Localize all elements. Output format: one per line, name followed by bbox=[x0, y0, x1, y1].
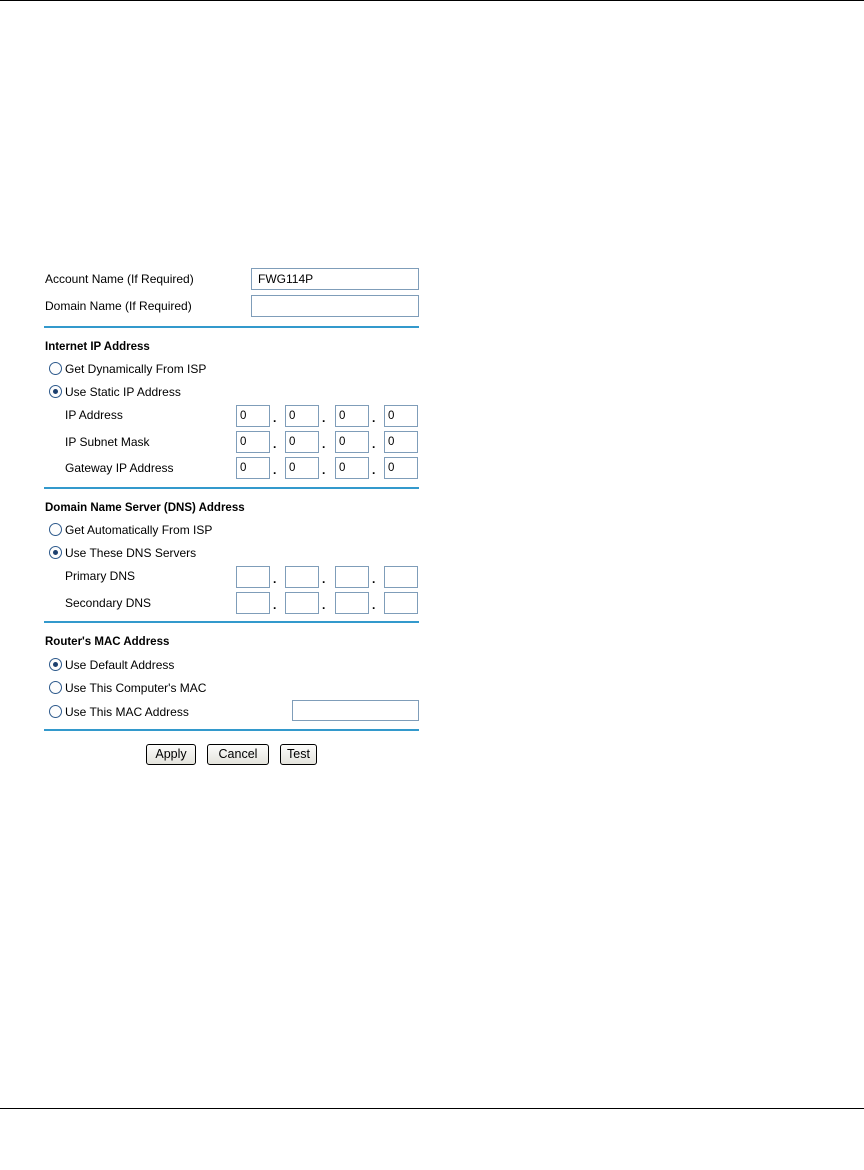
section-divider bbox=[44, 326, 419, 328]
primary-dns-label: Primary DNS bbox=[65, 569, 136, 583]
octet-separator: . bbox=[322, 572, 326, 586]
secondary-dns-octet-4[interactable] bbox=[384, 592, 418, 614]
section-divider bbox=[44, 729, 419, 731]
ip-address-octet-3[interactable] bbox=[335, 405, 369, 427]
radio-use-static-ip-label[interactable]: Use Static IP Address bbox=[65, 385, 181, 399]
custom-mac-input[interactable] bbox=[292, 700, 419, 721]
primary-dns-octet-2[interactable] bbox=[285, 566, 319, 588]
radio-use-custom-mac-label[interactable]: Use This MAC Address bbox=[65, 705, 189, 719]
subnet-mask-octet-4[interactable] bbox=[384, 431, 418, 453]
radio-get-dynamic-ip-label[interactable]: Get Dynamically From ISP bbox=[65, 362, 207, 376]
gateway-ip-octet-1[interactable] bbox=[236, 457, 270, 479]
octet-separator: . bbox=[273, 598, 277, 612]
octet-separator: . bbox=[322, 411, 326, 425]
primary-dns-octet-4[interactable] bbox=[384, 566, 418, 588]
cancel-button[interactable]: Cancel bbox=[207, 744, 269, 765]
octet-separator: . bbox=[273, 411, 277, 425]
primary-dns-octet-3[interactable] bbox=[335, 566, 369, 588]
subnet-mask-label: IP Subnet Mask bbox=[65, 435, 150, 449]
secondary-dns-octet-2[interactable] bbox=[285, 592, 319, 614]
radio-use-computer-mac-label[interactable]: Use This Computer's MAC bbox=[65, 681, 207, 695]
radio-get-auto-dns[interactable] bbox=[49, 523, 62, 536]
radio-use-default-mac[interactable] bbox=[49, 658, 62, 671]
radio-use-these-dns-label[interactable]: Use These DNS Servers bbox=[65, 546, 197, 560]
octet-separator: . bbox=[372, 411, 376, 425]
account-name-label: Account Name (If Required) bbox=[45, 272, 194, 286]
gateway-ip-octet-3[interactable] bbox=[335, 457, 369, 479]
radio-get-auto-dns-label[interactable]: Get Automatically From ISP bbox=[65, 523, 213, 537]
octet-separator: . bbox=[372, 463, 376, 477]
octet-separator: . bbox=[372, 437, 376, 451]
page-bottom-rule bbox=[0, 1108, 864, 1109]
octet-separator: . bbox=[322, 598, 326, 612]
test-button[interactable]: Test bbox=[280, 744, 317, 765]
octet-separator: . bbox=[372, 598, 376, 612]
octet-separator: . bbox=[273, 437, 277, 451]
radio-use-these-dns[interactable] bbox=[49, 546, 62, 559]
mac-section-title: Router's MAC Address bbox=[45, 636, 170, 648]
gateway-ip-octet-2[interactable] bbox=[285, 457, 319, 479]
ip-address-octet-1[interactable] bbox=[236, 405, 270, 427]
domain-name-input[interactable] bbox=[251, 295, 419, 317]
gateway-ip-octet-4[interactable] bbox=[384, 457, 418, 479]
octet-separator: . bbox=[322, 437, 326, 451]
gateway-ip-label: Gateway IP Address bbox=[65, 461, 174, 475]
radio-use-static-ip[interactable] bbox=[49, 385, 62, 398]
subnet-mask-octet-2[interactable] bbox=[285, 431, 319, 453]
octet-separator: . bbox=[372, 572, 376, 586]
octet-separator: . bbox=[273, 572, 277, 586]
ip-address-octet-4[interactable] bbox=[384, 405, 418, 427]
secondary-dns-octet-1[interactable] bbox=[236, 592, 270, 614]
octet-separator: . bbox=[322, 463, 326, 477]
apply-button[interactable]: Apply bbox=[146, 744, 196, 765]
subnet-mask-octet-3[interactable] bbox=[335, 431, 369, 453]
account-name-input[interactable] bbox=[251, 268, 419, 290]
section-divider bbox=[44, 487, 419, 489]
domain-name-label: Domain Name (If Required) bbox=[45, 299, 192, 313]
octet-separator: . bbox=[273, 463, 277, 477]
primary-dns-octet-1[interactable] bbox=[236, 566, 270, 588]
subnet-mask-octet-1[interactable] bbox=[236, 431, 270, 453]
dns-section-title: Domain Name Server (DNS) Address bbox=[45, 502, 245, 514]
secondary-dns-label: Secondary DNS bbox=[65, 596, 152, 610]
secondary-dns-octet-3[interactable] bbox=[335, 592, 369, 614]
ip-address-label: IP Address bbox=[65, 408, 123, 422]
radio-get-dynamic-ip[interactable] bbox=[49, 362, 62, 375]
radio-use-default-mac-label[interactable]: Use Default Address bbox=[65, 658, 175, 672]
radio-use-computer-mac[interactable] bbox=[49, 681, 62, 694]
ip-address-octet-2[interactable] bbox=[285, 405, 319, 427]
page-top-rule bbox=[0, 0, 864, 1]
radio-use-custom-mac[interactable] bbox=[49, 705, 62, 718]
internet-ip-section-title: Internet IP Address bbox=[45, 341, 150, 353]
section-divider bbox=[44, 621, 419, 623]
